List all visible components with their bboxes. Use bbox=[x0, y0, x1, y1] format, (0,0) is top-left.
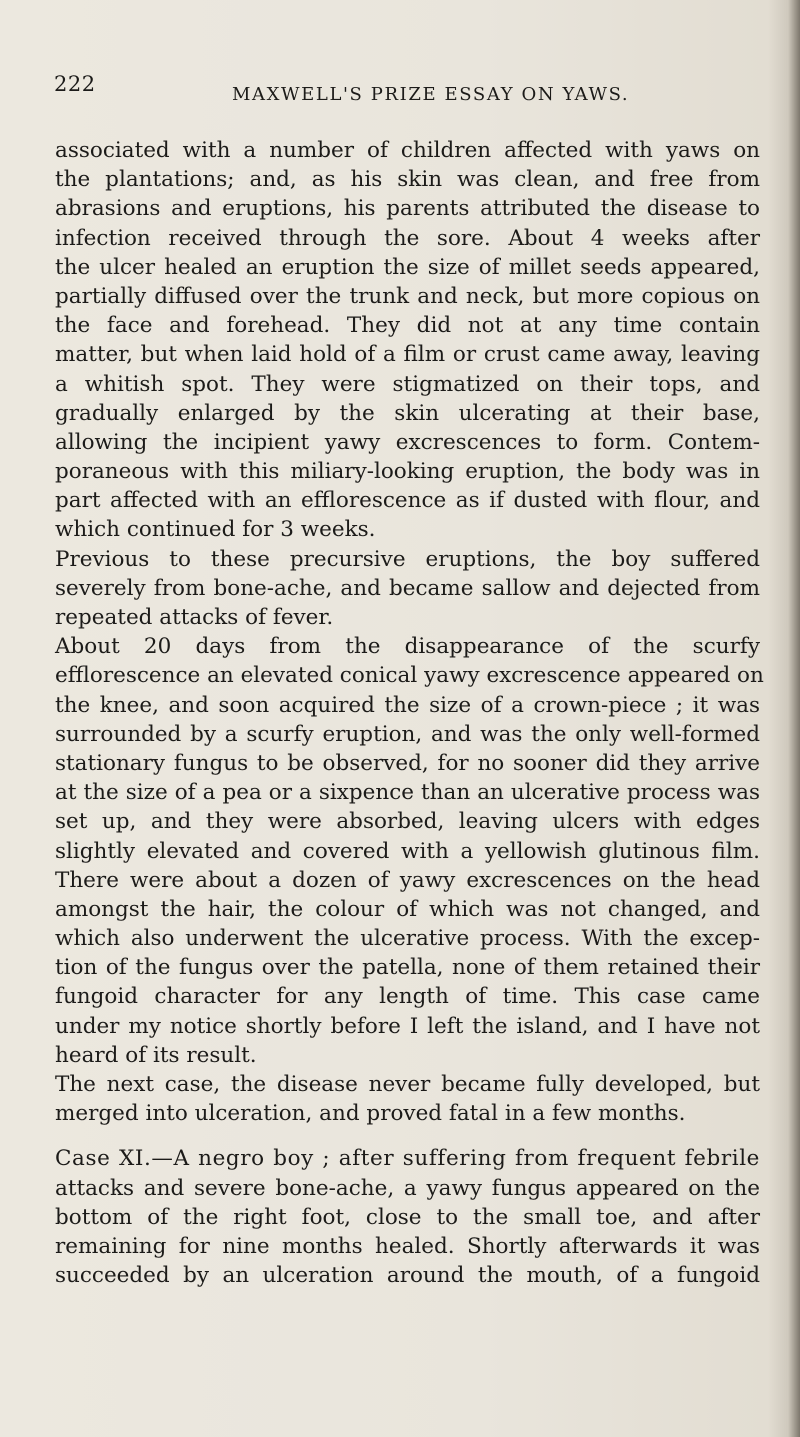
text-line: slightly elevated and covered with a yellowish glutinous film. bbox=[55, 838, 760, 864]
text-line: The next case, the disease never became fully developed, but bbox=[55, 1072, 760, 1097]
text-line: remaining for nine months healed. Shortly afterwards it was bbox=[55, 1233, 760, 1259]
running-head: MAXWELL'S PRIZE ESSAY ON YAWS. bbox=[232, 84, 630, 105]
text-line: matter, but when laid hold of a film or crust came away, leaving bbox=[55, 342, 760, 368]
text-line: attacks and severe bone-ache, a yawy fungus appeared on the bbox=[55, 1175, 760, 1201]
text-line: There were about a dozen of yawy excrescences on the head bbox=[55, 867, 760, 893]
text-line: succeeded by an ulceration around the mouth, of a fungoid bbox=[55, 1263, 760, 1289]
text-line: allowing the incipient yawy excrescences to form. Contem- bbox=[55, 429, 760, 455]
text-line: partially diffused over the trunk and neck, but more copious on bbox=[55, 283, 760, 309]
text-line: gradually enlarged by the skin ulcerating at their base, bbox=[55, 400, 760, 426]
text-line: fungoid character for any length of time. This case came bbox=[55, 984, 760, 1010]
text-line: heard of its result. bbox=[55, 1042, 257, 1068]
text-line: poraneous with this miliary-looking eruption, the body was in bbox=[55, 459, 760, 485]
text-line: part affected with an efflorescence as if dusted with flour, and bbox=[55, 488, 760, 514]
text-line: the ulcer healed an eruption the size of millet seeds appeared, bbox=[55, 254, 760, 280]
text-line: merged into ulceration, and proved fatal in a few months. bbox=[55, 1101, 686, 1127]
section-gap bbox=[55, 1128, 760, 1144]
text-line: the face and forehead. They did not at any time contain bbox=[55, 313, 760, 339]
text-line: which continued for 3 weeks. bbox=[55, 517, 376, 543]
text-line: the plantations; and, as his skin was clean, and free from bbox=[55, 167, 760, 193]
text-line: tion of the fungus over the patella, none of them retained their bbox=[55, 955, 760, 981]
text-line: a whitish spot. They were stigmatized on their tops, and bbox=[55, 371, 760, 397]
text-line: associated with a number of children affected with yaws on bbox=[55, 138, 760, 163]
page-number: 222 bbox=[54, 72, 96, 96]
text-line: About 20 days from the disappearance of the scurfy bbox=[55, 634, 760, 660]
text-line: abrasions and eruptions, his parents attributed the disease to bbox=[55, 196, 760, 222]
text-line: efflorescence an elevated conical yawy excrescence appeared on bbox=[55, 663, 764, 689]
body-text bbox=[55, 136, 764, 1290]
text-line: which also underwent the ulcerative process. With the excep- bbox=[55, 926, 760, 952]
text-line: amongst the hair, the colour of which was not changed, and bbox=[55, 896, 760, 922]
text-line: severely from bone-ache, and became sallow and dejected from bbox=[55, 575, 760, 601]
text-line: repeated attacks of fever. bbox=[55, 605, 334, 630]
text-line: at the size of a pea or a sixpence than an ulcerative process was bbox=[55, 780, 760, 806]
text-line: surrounded by a scurfy eruption, and was the only well-formed bbox=[55, 721, 760, 747]
text-line: infection received through the sore. About 4 weeks after bbox=[55, 225, 760, 251]
case-heading-line: Case XI.—A negro boy ; after suffering from frequent febrile bbox=[55, 1146, 760, 1172]
text-line: Previous to these precursive eruptions, the boy suffered bbox=[55, 546, 760, 572]
text-line: under my notice shortly before I left the island, and I have not bbox=[55, 1013, 760, 1039]
text-line: the knee, and soon acquired the size of a crown-piece ; it was bbox=[55, 692, 760, 718]
text-line: bottom of the right foot, close to the small toe, and after bbox=[55, 1204, 760, 1230]
text-line: stationary fungus to be observed, for no sooner did they arrive bbox=[55, 750, 760, 776]
text-line: set up, and they were absorbed, leaving ulcers with edges bbox=[55, 809, 760, 835]
